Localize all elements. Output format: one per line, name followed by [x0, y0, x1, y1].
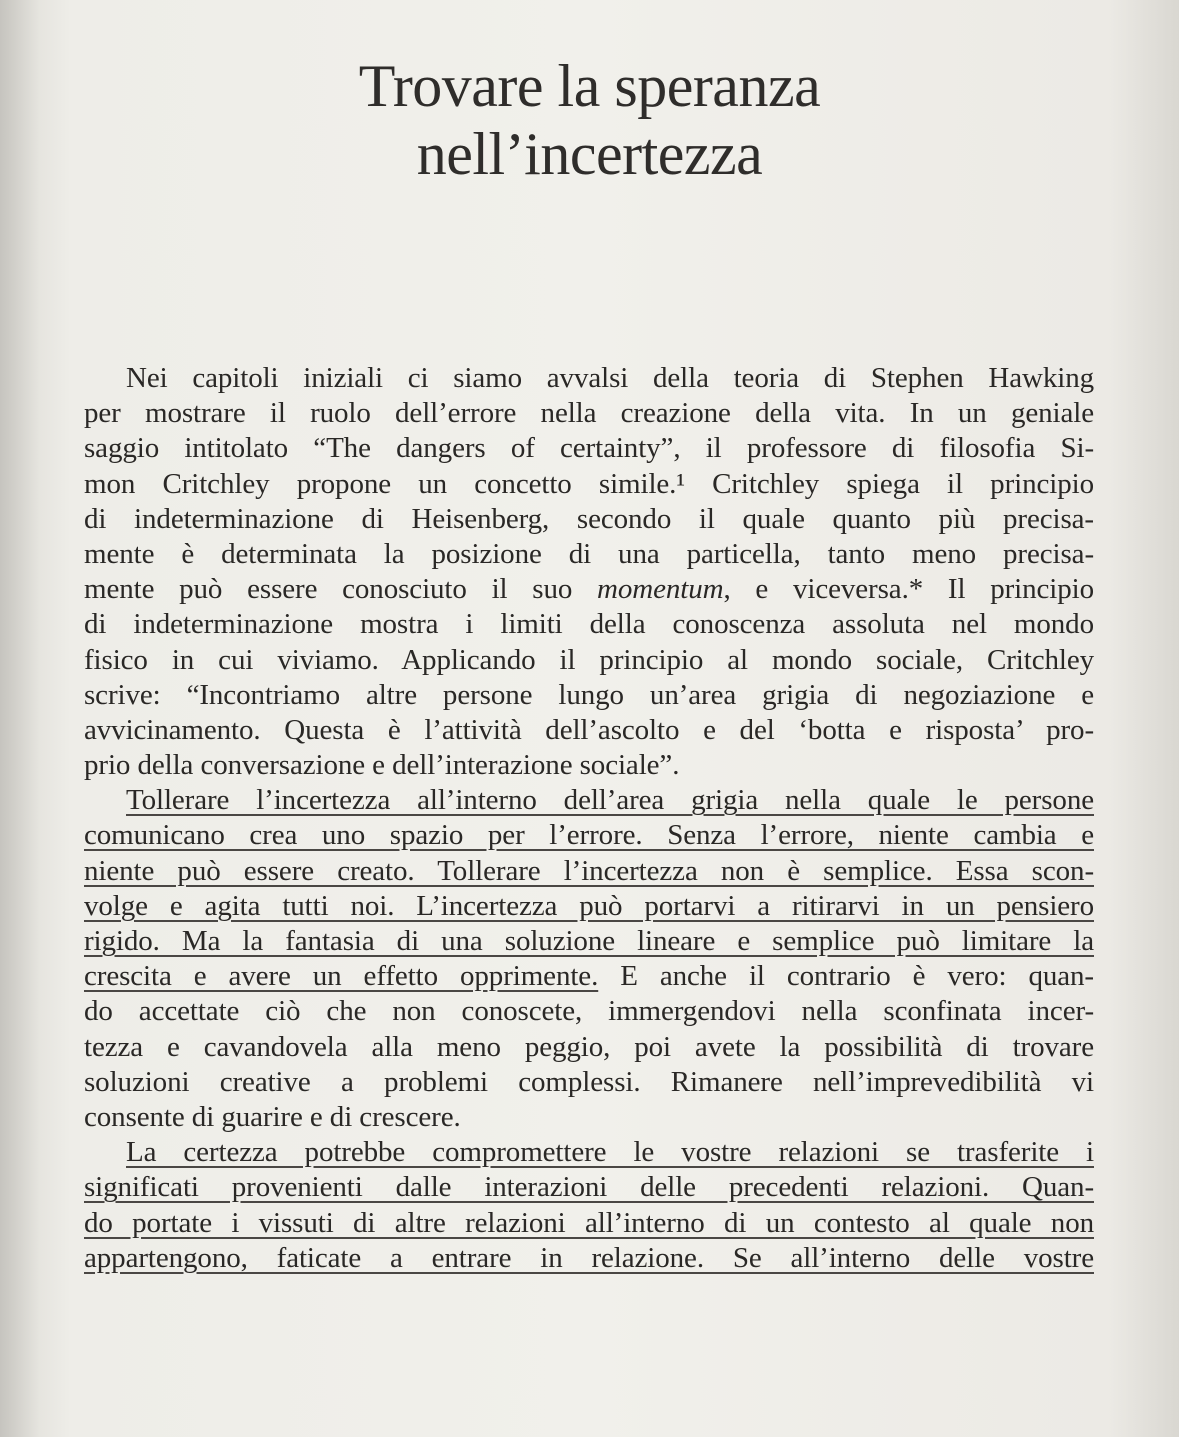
text-line: Nei capitoli iniziali ci siamo avvalsi della teoria di Stephen Hawking [126, 362, 1094, 394]
underlined-line: rigido. Ma la fantasia di una soluzione lineare e semplice può limitare la [84, 925, 1094, 957]
text-line: consente di guarire e di crescere. [84, 1100, 461, 1133]
text-line: fisico in cui viviamo. Applicando il principio al mondo sociale, Critchley [84, 643, 1094, 676]
underlined-line: volge e agita tutti noi. L’incertezza può portarvi a ritirarvi in un pensiero [84, 889, 1094, 922]
page-gutter-shadow [0, 0, 40, 1437]
underlined-line: appartengono, faticate a entrare in relazione. Se all’interno delle vostre [84, 1241, 1094, 1274]
text-line: scrive: “Incontriamo altre persone lungo un’area grigia di negoziazione e [84, 678, 1094, 711]
underlined-line: La certezza potrebbe compromettere le vostre relazioni se trasferite i [126, 1136, 1094, 1169]
text-line: prio della conversazione e dell’interazione sociale”. [84, 749, 680, 782]
italic-term: momentum [597, 573, 724, 606]
underlined-segment: crescita e avere un effetto opprimente. [84, 960, 599, 993]
text-line: tezza e cavandovela alla meno peggio, poi avete la possibilità di trovare [84, 1030, 1094, 1063]
plain-segment: E anche il contrario è vero: quan- [598, 960, 1094, 993]
text-line: per mostrare il ruolo dell’errore nella creazione della vita. In un geniale [84, 397, 1094, 430]
text-line: saggio intitolato “The dangers of certainty”, il professore di filosofia Si- [84, 432, 1094, 465]
underlined-line: Tollerare l’incertezza all’interno dell’area grigia nella quale le persone [126, 784, 1094, 817]
text-line: di indeterminazione di Heisenberg, secondo il quale quanto più precisa- [84, 502, 1094, 535]
text-segment: mente può essere conosciuto il suo [84, 573, 598, 606]
partially-underlined-line [84, 959, 1094, 994]
paragraph-2 [84, 783, 1094, 1135]
underlined-line: do portate i vissuti di altre relazioni all’interno di un contesto al quale non [84, 1206, 1094, 1239]
body-text [84, 361, 1094, 1276]
text-line: mente è determinata la posizione di una particella, tanto meno precisa- [84, 537, 1094, 570]
text-segment: , e viceversa.* Il principio [723, 573, 1094, 606]
chapter-title-line-1: Trovare la speranza [358, 53, 821, 120]
text-line: mon Critchley propone un concetto simile.¹ Critchley spiega il principio [84, 467, 1094, 500]
paragraph-1 [84, 361, 1094, 783]
underlined-line: niente può essere creato. Tollerare l’incertezza non è semplice. Essa scon- [84, 854, 1094, 887]
underlined-line: significati provenienti dalle interazioni delle precedenti relazioni. Quan- [84, 1171, 1094, 1204]
text-line: soluzioni creative a problemi complessi. Rimanere nell’imprevedibilità vi [84, 1065, 1094, 1098]
text-line: avvicinamento. Questa è l’attività dell’ascolto e del ‘botta e risposta’ pro- [84, 713, 1094, 746]
text-line: do accettate ciò che non conoscete, immergendovi nella sconfinata incer- [84, 995, 1094, 1028]
text-line: di indeterminazione mostra i limiti della conoscenza assoluta nel mondo [84, 608, 1094, 641]
paragraph-3 [84, 1135, 1094, 1276]
chapter-title [0, 52, 1179, 188]
chapter-title-line-2: nell’incertezza [416, 121, 763, 188]
text-line-with-italic [84, 572, 1094, 607]
underlined-line: comunicano crea uno spazio per l’errore. Senza l’errore, niente cambia e [84, 819, 1094, 852]
